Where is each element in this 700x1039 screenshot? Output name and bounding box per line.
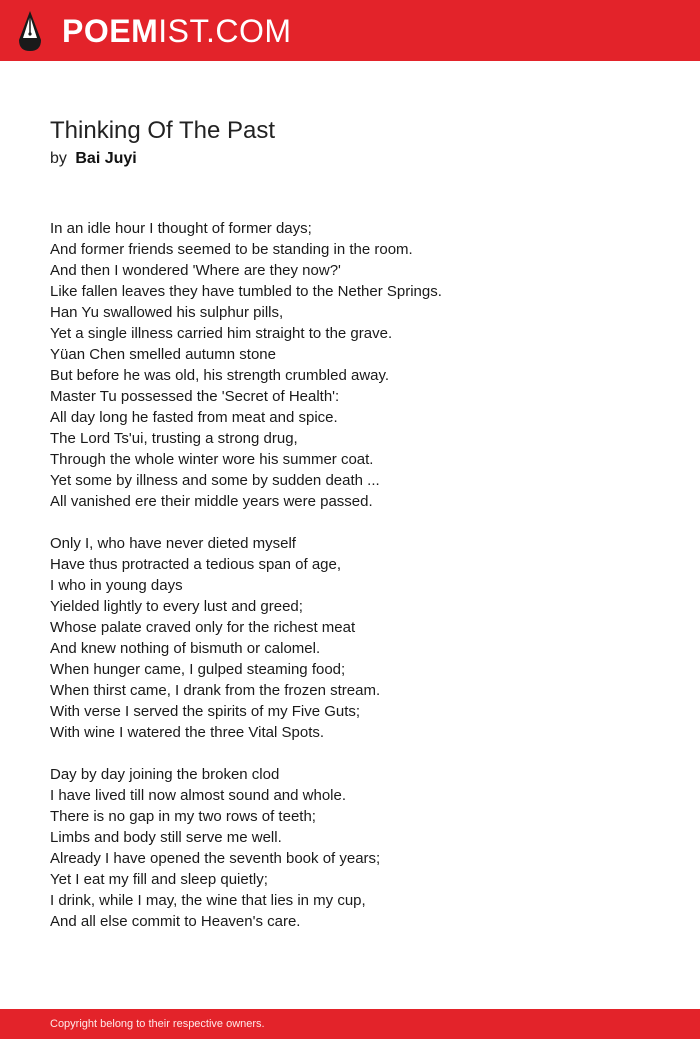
site-header (0, 0, 700, 61)
poem-line: And former friends seemed to be standing in the room. (50, 241, 413, 258)
poem-line: Yielded lightly to every lust and greed; (50, 598, 303, 615)
site-footer (0, 1009, 700, 1039)
poem-line: Like fallen leaves they have tumbled to the Nether Springs. (50, 283, 442, 300)
poem-line: Yet a single illness carried him straight to the grave. (50, 325, 393, 342)
poem-line: And knew nothing of bismuth or calomel. (50, 640, 321, 657)
poem-line: Yet some by illness and some by sudden death ... (50, 472, 380, 489)
poem-line: Limbs and body still serve me well. (50, 829, 282, 846)
poem-line: When thirst came, I drank from the frozen stream. (50, 682, 381, 699)
poem-line: When hunger came, I gulped steaming food; (50, 661, 346, 678)
poem-stanza (50, 218, 650, 512)
poem-body (50, 218, 650, 953)
poem-line: And all else commit to Heaven's care. (50, 913, 301, 930)
poem-line: Master Tu possessed the 'Secret of Health': (50, 388, 340, 405)
site-logo-link[interactable] (62, 11, 292, 51)
poem-line: And then I wondered 'Where are they now?' (50, 262, 341, 279)
poem-line: All vanished ere their middle years were passed. (50, 493, 373, 510)
author-name: Bai Juyi (75, 150, 137, 167)
pen-nib-icon (18, 10, 42, 52)
poem-line: But before he was old, his strength crumbled away. (50, 367, 390, 384)
poem-line: Have thus protracted a tedious span of age, (50, 556, 342, 573)
poem-line: I drink, while I may, the wine that lies in my cup, (50, 892, 366, 909)
poem-line: In an idle hour I thought of former days; (50, 220, 312, 237)
poem-stanza (50, 764, 650, 932)
poem-line: Already I have opened the seventh book of years; (50, 850, 381, 867)
poem-line: There is no gap in my two rows of teeth; (50, 808, 316, 825)
poem-line: All day long he fasted from meat and spice. (50, 409, 338, 426)
poem-line: Yüan Chen smelled autumn stone (50, 346, 276, 363)
poem-line: The Lord Ts'ui, trusting a strong drug, (50, 430, 298, 447)
poem-line: Yet I eat my fill and sleep quietly; (50, 871, 268, 888)
byline (50, 148, 137, 170)
copyright-text: Copyright belong to their respective owners. (50, 1018, 265, 1030)
poem-line: Han Yu swallowed his sulphur pills, (50, 304, 284, 321)
poem-line: Only I, who have never dieted myself (50, 535, 296, 552)
poem-stanza (50, 533, 650, 743)
poem-line: I who in young days (50, 577, 183, 594)
poem-line: With wine I watered the three Vital Spots. (50, 724, 325, 741)
poem-line: I have lived till now almost sound and whole. (50, 787, 347, 804)
poem-title: Thinking Of The Past (50, 117, 275, 144)
poem-line: With verse I served the spirits of my Five Guts; (50, 703, 361, 720)
poem-line: Day by day joining the broken clod (50, 766, 280, 783)
logo-text-light: IST.COM (158, 13, 292, 49)
poem-line: Through the whole winter wore his summer coat. (50, 451, 374, 468)
logo-text-bold: POEM (62, 13, 159, 49)
by-label: by (50, 150, 67, 167)
poem-line: Whose palate craved only for the richest meat (50, 619, 356, 636)
